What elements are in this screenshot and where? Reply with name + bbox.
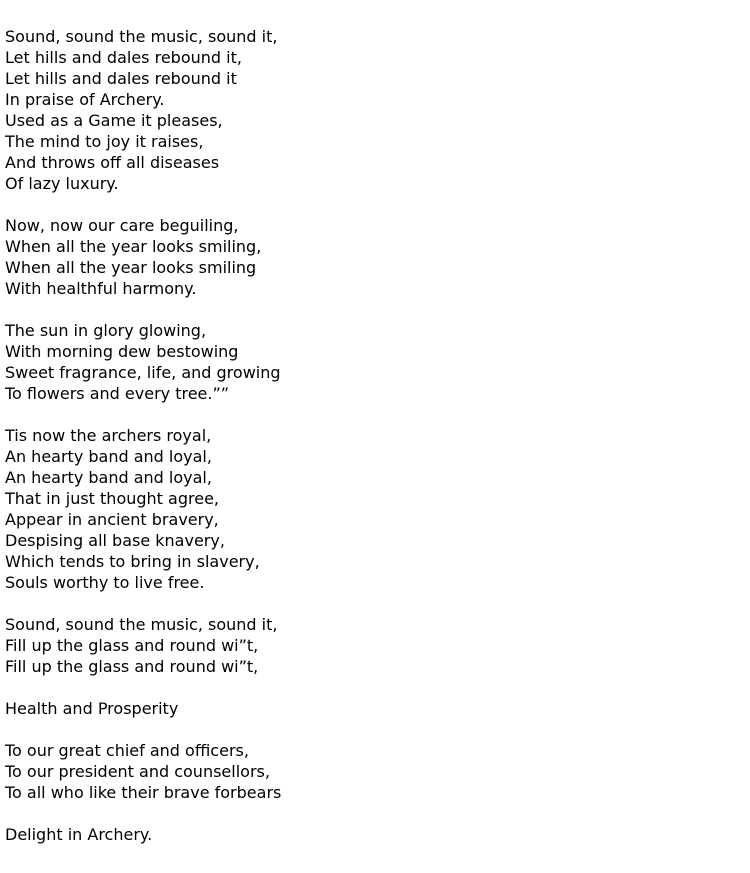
stanza-8 <box>5 824 745 845</box>
poem-line: Which tends to bring in slavery, <box>5 552 260 571</box>
poem-line: And throws off all diseases <box>5 153 220 172</box>
stanza-2 <box>5 215 745 299</box>
poem-line: Sound, sound the music, sound it, <box>5 615 278 634</box>
poem-line: To our great chief and officers, <box>5 741 249 760</box>
poem-line: Let hills and dales rebound it <box>5 69 237 88</box>
poem-line: Appear in ancient bravery, <box>5 510 219 529</box>
poem-line: With morning dew bestowing <box>5 342 239 361</box>
poem-line: Souls worthy to live free. <box>5 573 205 592</box>
poem-line: To all who like their brave forbears <box>5 783 282 802</box>
poem-line: To flowers and every tree.”” <box>5 384 230 403</box>
poem-line: Fill up the glass and round wi”t, <box>5 636 259 655</box>
poem-line: To our president and counsellors, <box>5 762 270 781</box>
poem-line: Health and Prosperity <box>5 699 179 718</box>
poem-line: When all the year looks smiling <box>5 258 257 277</box>
stanza-3 <box>5 320 745 404</box>
poem-line: Sound, sound the music, sound it, <box>5 27 278 46</box>
poem-line: An hearty band and loyal, <box>5 468 212 487</box>
poem-line: Delight in Archery. <box>5 825 153 844</box>
poem-line: That in just thought agree, <box>5 489 219 508</box>
poem-line: In praise of Archery. <box>5 90 165 109</box>
poem-line: Let hills and dales rebound it, <box>5 48 242 67</box>
poem-line: Of lazy luxury. <box>5 174 119 193</box>
poem-line: Fill up the glass and round wi”t, <box>5 657 259 676</box>
poem-line: When all the year looks smiling, <box>5 237 262 256</box>
poem-line: Tis now the archers royal, <box>5 426 212 445</box>
stanza-1 <box>5 26 745 194</box>
poem-line: Sweet fragrance, life, and growing <box>5 363 281 382</box>
poem-line: The sun in glory glowing, <box>5 321 207 340</box>
poem-line: Used as a Game it pleases, <box>5 111 223 130</box>
stanza-7 <box>5 740 745 803</box>
poem-line: Now, now our care beguiling, <box>5 216 239 235</box>
stanza-6 <box>5 698 745 719</box>
poem-line: An hearty band and loyal, <box>5 447 212 466</box>
poem-text <box>5 26 745 845</box>
poem-line: Despising all base knavery, <box>5 531 225 550</box>
poem-line: The mind to joy it raises, <box>5 132 204 151</box>
stanza-5 <box>5 614 745 677</box>
stanza-4 <box>5 425 745 593</box>
poem-line: With healthful harmony. <box>5 279 197 298</box>
